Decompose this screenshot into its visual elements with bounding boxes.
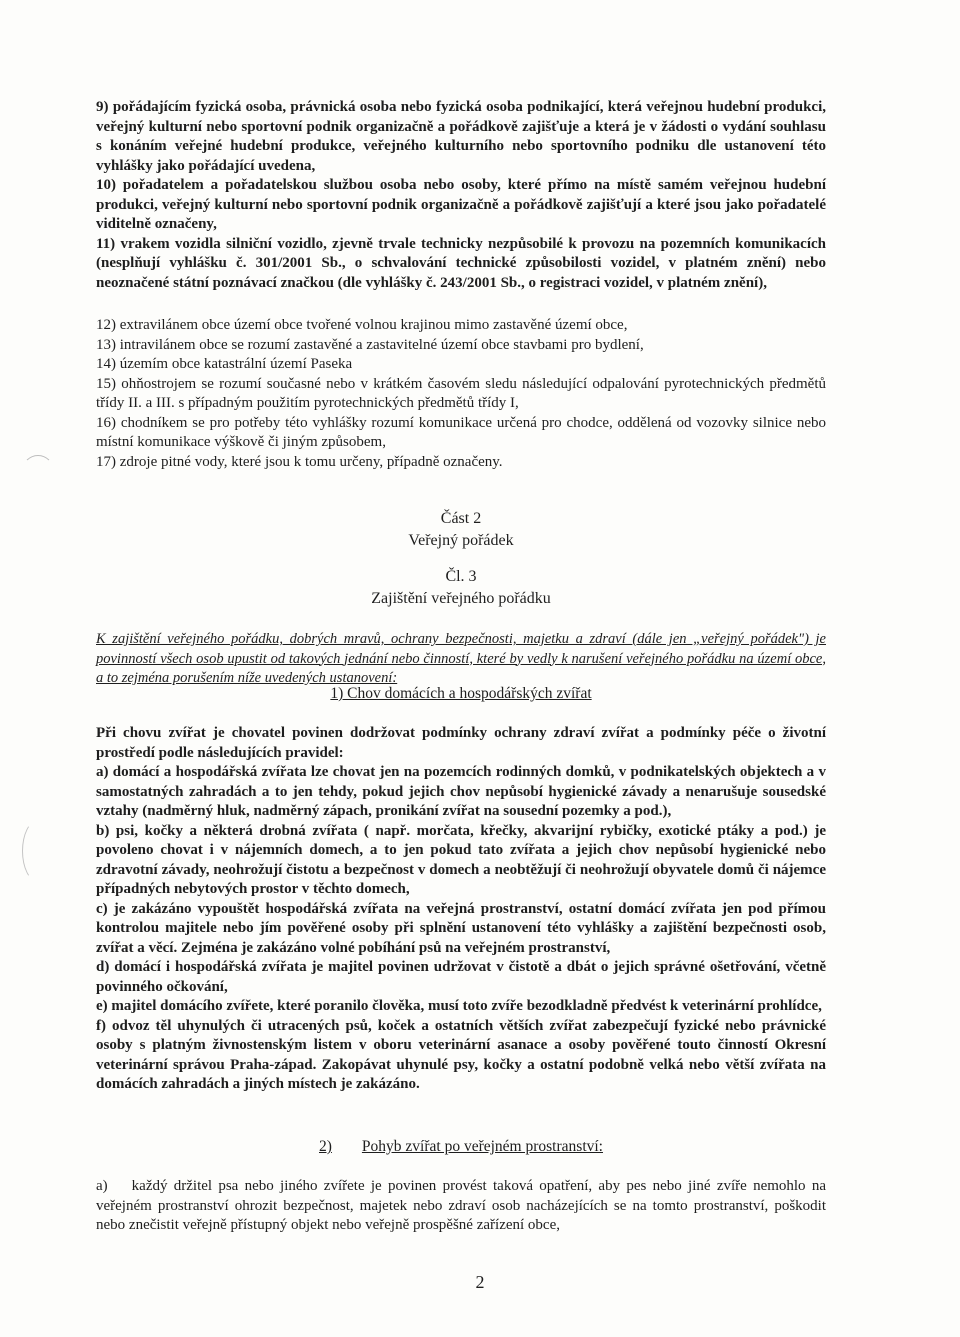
section1-body xyxy=(96,724,826,1095)
section2-body xyxy=(96,1177,826,1236)
section1-heading: 1) Chov domácích a hospodářských zvířat xyxy=(330,685,592,702)
section1-lead: Při chovu zvířat je chovatel povinen dodržovat podmínky ochrany zdraví zvířat a podmínky péče o životní prostředí podle následujících pravidel: xyxy=(96,725,826,761)
definition-item: 11) vrakem vozidla silniční vozidlo, zjevně trvale technicky nezpůsobilé k provozu na pozemních komunikacích (nesplňují vyhlášku č. 301/2001 Sb., o schvalování technické způsobilosti vozidel, v platném znění) nebo neoznačené státní poznávací značkou (dle vyhlášky č. 243/2001 Sb., o registraci vozidel, v platném znění), xyxy=(96,235,826,291)
punch-hole-mark xyxy=(22,455,54,487)
item-label: a) xyxy=(96,1178,108,1194)
article-title: Zajištění veřejného pořádku xyxy=(371,590,551,607)
section1-item: b) psi, kočky a některá drobná zvířata ( např. morčata, křečky, akvarijní rybičky, exotické ptáky a pod.) je povoleno chovat i v nájemních domech, a to jen pokud tato zvířata a jejich chov nepůsobí hygienické nebo zdravotní závady, neohrožují čistotu a bezpečnost v domech a neobtěžují či neohrožují obyvatele domů či nájemce případných nebytových prostor v těchto domech, xyxy=(96,822,826,897)
definition-item: 12) extravilánem obce území obce tvořené volnou krajinou mimo zastavěné území obce, xyxy=(96,317,628,333)
definition-item: 17) zdroje pitné vody, které jsou k tomu určeny, případně označeny. xyxy=(96,453,503,470)
page-number: 2 xyxy=(475,1272,485,1292)
definition-item: 14) územím obce katastrální území Paseka xyxy=(96,356,353,372)
part-heading xyxy=(96,508,826,552)
section2-heading-block xyxy=(96,1138,826,1156)
section1-item: e) majitel domácího zvířete, které poranilo člověka, musí toto zvíře bezodkladně předvést k veterinární prohlídce, xyxy=(96,998,822,1014)
punch-hole-mark xyxy=(22,820,54,882)
definitions-plain-block xyxy=(96,316,826,472)
definitions-bold-block xyxy=(96,98,826,293)
section1-item: f) odvoz těl uhynulých či utracených psů, koček a ostatních větších zvířat zabezpečují fyzické nebo právnické osoby s platným živnostenským listem v oboru veterinární asanace a osoby pověřené touto činností Okresní veterinární správou Praha-západ. Zakopávat uhynulé psy, kočky a ostatní podobně velká nebo větší zvířata na domácích zahradách a jiných místech je zakázáno. xyxy=(96,1017,826,1092)
article-heading xyxy=(96,566,826,610)
part-subtitle: Veřejný pořádek xyxy=(408,532,514,549)
definition-item: 13) intravilánem obce se rozumí zastavěné a zastavitelné území obce stavbami pro bydlení, xyxy=(96,336,644,353)
section1-item: d) domácí i hospodářská zvířata je majitel povinen udržovat v čistotě a dbát o jejich správné ošetřování, včetně povinného očkování, xyxy=(96,959,826,995)
definition-item: 15) ohňostrojem se rozumí současné nebo v krátkém časovém sledu následující odpalování pyrotechnických předmětů třídy II. a III. s případným použitím pyrotechnických předmětů třídy I, xyxy=(96,375,826,411)
section2-number: 2) xyxy=(319,1138,332,1155)
definition-item: 9) pořádajícím fyzická osoba, právnická osoba nebo fyzická osoba podnikající, která veřejnou hudební produkci, veřejný kulturní nebo sportovní podnik organizačně a pořádkově zajišťuje a která je v žádosti o vydání souhlasu s konáním veřejné hudební produkce, veřejného kulturního nebo sportovního podniku dle ustanovení této vyhlášky jako pořádající uvedena, xyxy=(96,99,826,174)
section2-item-a xyxy=(96,1177,826,1236)
intro-block xyxy=(96,630,826,689)
definition-item: 16) chodníkem se pro potřeby této vyhlášky rozumí komunikace určená pro chodce, oddělená od vozovky silnice nebo místní komunikace výškově či jiným způsobem, xyxy=(96,414,826,450)
section1-item: c) je zakázáno vypouštět hospodářská zvířata na veřejná prostranství, ostatní domácí zvířata jen pod přímou kontrolou majitele nebo jím pověřené osoby při splnění ustanovení této vyhlášky a zajištění bezpečnosti osob, zvířat a věcí. Zejména je zakázáno volné pobíhání psů na veřejném prostranství, xyxy=(96,900,826,956)
section2-heading: Pohyb zvířat po veřejném prostranství: xyxy=(361,1138,603,1155)
definition-item: 10) pořadatelem a pořadatelskou službou osoba nebo osoby, které přímo na místě samém veřejnou hudební produkci, veřejný kulturní nebo sportovní podnik organizačně a pořádkově zajišťují a které jsou jako pořadatelé viditelně označeny, xyxy=(96,177,826,232)
section1-heading-block xyxy=(96,685,826,703)
section1-item: a) domácí a hospodářská zvířata lze chovat jen na pozemcích rodinných domků, v podnikatelských objektech a v samostatných zahradách a to jen tehdy, pokud jejich chov nepůsobí hygienické závady a nenarušuje sousedské vztahy (nadměrný hluk, nadměrný zápach, pronikání zvířat na sousední pozemky a pod.), xyxy=(96,764,826,819)
item-text: každý držitel psa nebo jiného zvířete je povinen provést taková opatření, aby pes nebo jiné zvíře nemohlo na veřejném prostranství ohrozit bezpečnost, majetek nebo zdraví osob nacházejících se na tomto prostranství, poškodit nebo znečistit veřejně přístupný objekt nebo veřejně prospěšné zařízení obce, xyxy=(96,1178,826,1233)
intro-text: K zajištění veřejného pořádku, dobrých mravů, ochrany bezpečnosti, majetku a zdraví (dále jen „veřejný pořádek") je povinností všech osob upustit od takových jednání nebo činností, které by vedly k narušení veřejného pořádku na území obce, a to zejména porušením níže uvedených ustanovení: xyxy=(96,631,826,686)
part-title: Část 2 xyxy=(440,510,482,527)
article-number: Čl. 3 xyxy=(445,568,477,585)
